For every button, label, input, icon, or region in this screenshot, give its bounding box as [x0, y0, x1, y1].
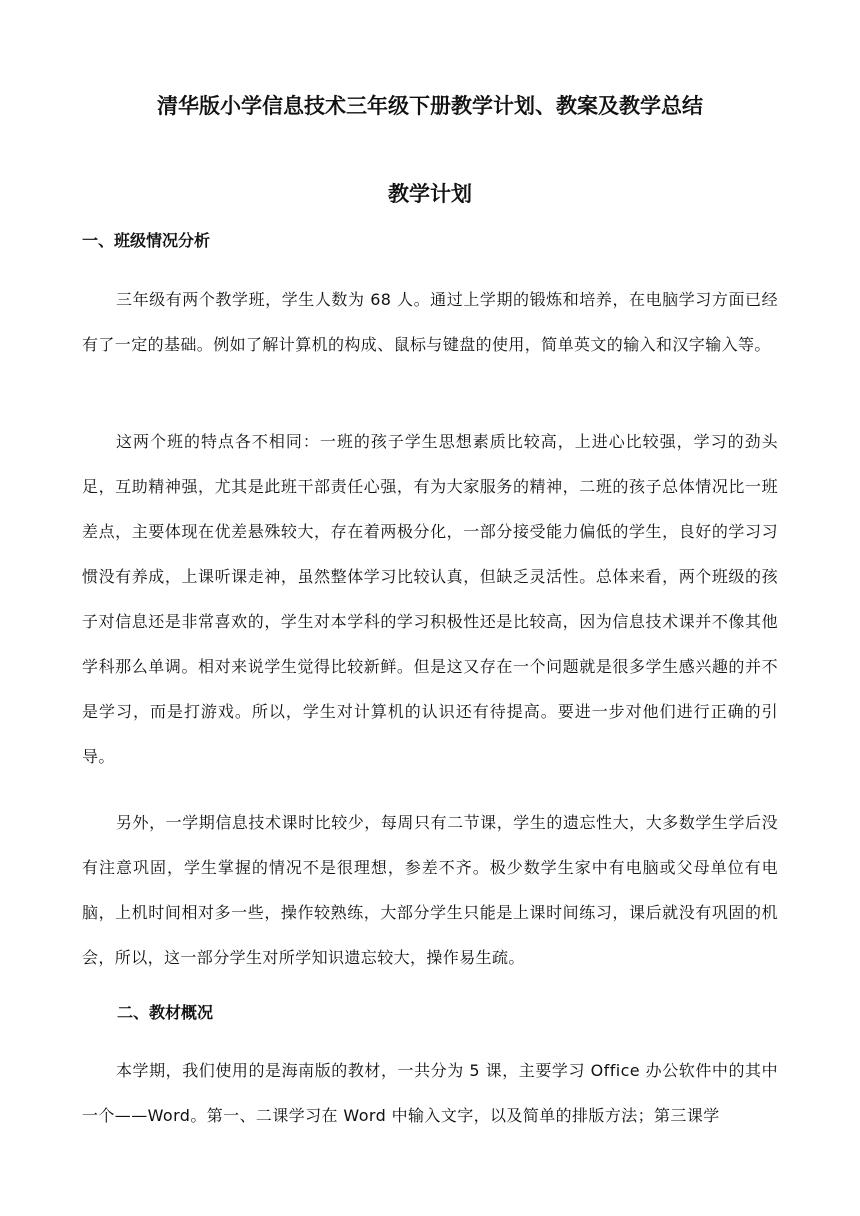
paragraph-class-limitations: 另外，一学期信息技术课时比较少，每周只有二节课，学生的遗忘性大，大多数学生学后没有注意巩固，学生掌握的情况不是很理想，参差不齐。极少数学生家中有电脑或父母单位有电脑，上机时间相对多一些，操作较熟练，大部分学生只能是上课时间练习，课后就没有巩固的机会，所以，这一部分学生对所学知识遗忘较大，操作易生疏。	[82, 813, 778, 967]
section-heading-textbook-overview: 二、教材概况	[117, 1003, 214, 1022]
paragraph-class-overview: 三年级有两个教学班，学生人数为 68 人。通过上学期的锻炼和培养，在电脑学习方面已经有了一定的基础。例如了解计算机的构成、鼠标与键盘的使用，简单英文的输入和汉字输入等。	[82, 290, 778, 354]
paragraph-class-characteristics: 这两个班的特点各不相同：一班的孩子学生思想素质比较高，上进心比较强，学习的劲头足，互助精神强，尤其是此班干部责任心强，有为大家服务的精神，二班的孩子总体情况比一班差点，主要体现在优差悬殊较大，存在着两极分化，一部分接受能力偏低的学生，良好的学习习惯没有养成，上课听课走神，虽然整体学习比较认真，但缺乏灵活性。总体来看，两个班级的孩子对信息还是非常喜欢的，学生对本学科的学习积极性还是比较高，因为信息技术课并不像其他学科那么单调。相对来说学生觉得比较新鲜。但是这又存在一个问题就是很多学生感兴趣的并不是学习，而是打游戏。所以，学生对计算机的认识还有待提高。要进一步对他们进行正确的引导。	[82, 432, 778, 766]
paragraph-textbook-overview: 本学期，我们使用的是海南版的教材，一共分为 5 课，主要学习 Office 办公软件中的其中一个——Word。第一、二课学习在 Word 中输入文字，以及简单的排版方法；第三课学	[82, 1061, 778, 1125]
document-title: 清华版小学信息技术三年级下册教学计划、教案及教学总结	[157, 94, 703, 118]
section-heading-class-analysis: 一、班级情况分析	[82, 231, 211, 250]
plan-title: 教学计划	[388, 182, 472, 206]
